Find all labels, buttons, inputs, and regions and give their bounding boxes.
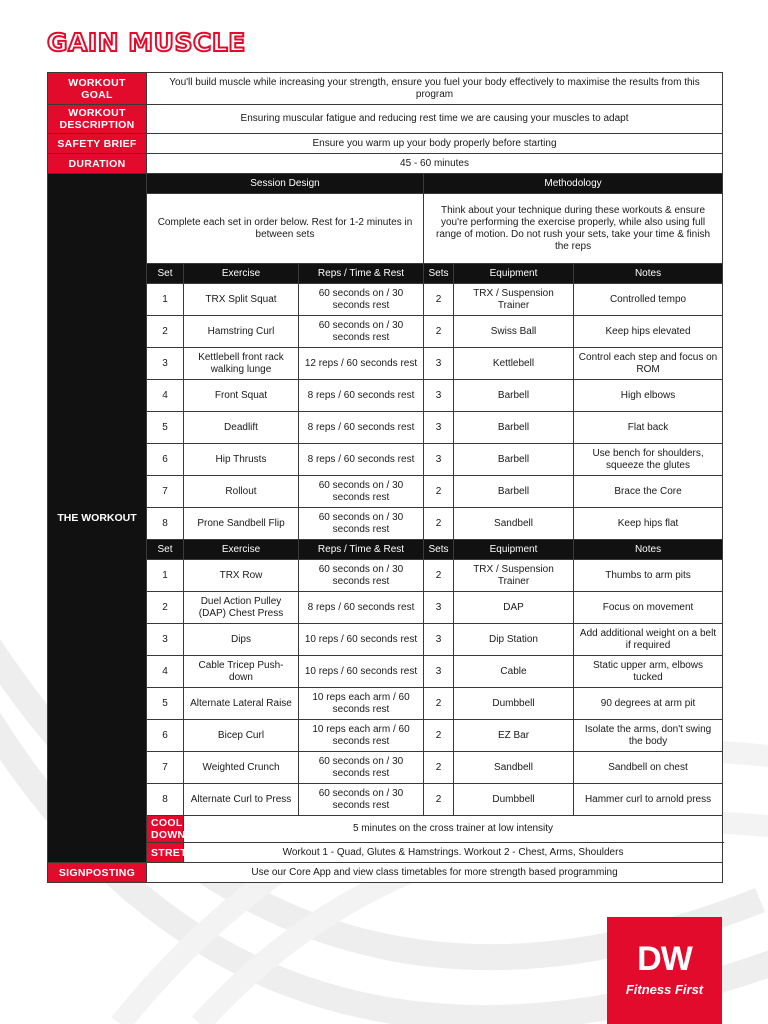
methodology-header: Methodology (424, 174, 723, 194)
cell-notes: Flat back (574, 412, 723, 444)
cell-reps: 10 reps / 60 seconds rest (299, 656, 424, 688)
column-header-exercise: Exercise (184, 264, 299, 284)
cell-exercise: TRX Split Squat (184, 284, 299, 316)
duration-label: DURATION (48, 154, 147, 174)
table-row (48, 348, 723, 380)
column-header-exercise: Exercise (184, 540, 299, 560)
cell-notes: Sandbell on chest (574, 752, 723, 784)
cell-exercise: Dips (184, 624, 299, 656)
cell-equipment: TRX / Suspension Trainer (454, 284, 574, 316)
cell-sets: 3 (424, 624, 454, 656)
cell-reps: 60 seconds on / 30 seconds rest (299, 508, 424, 540)
cell-equipment: Sandbell (454, 752, 574, 784)
cell-notes: High elbows (574, 380, 723, 412)
workout-label: THE WORKOUT (48, 174, 147, 863)
cell-equipment: EZ Bar (454, 720, 574, 752)
page-title: GAIN MUSCLE (47, 28, 246, 57)
cell-set: 1 (147, 284, 184, 316)
column-header-row-2 (48, 540, 723, 560)
table-row (48, 656, 723, 688)
cell-sets: 3 (424, 380, 454, 412)
cell-sets: 2 (424, 720, 454, 752)
cell-notes: Focus on movement (574, 592, 723, 624)
cell-reps: 10 reps each arm / 60 seconds rest (299, 688, 424, 720)
cell-equipment: Cable (454, 656, 574, 688)
cell-sets: 2 (424, 476, 454, 508)
stretch-label: STRETCH (147, 843, 184, 863)
table-row (48, 560, 723, 592)
table-row (48, 412, 723, 444)
cell-set: 5 (147, 688, 184, 720)
signposting-row (48, 863, 723, 883)
cell-exercise: Hip Thrusts (184, 444, 299, 476)
column-header-row-1 (48, 264, 723, 284)
column-header-set: Set (147, 264, 184, 284)
cell-sets: 2 (424, 752, 454, 784)
cell-set: 2 (147, 316, 184, 348)
column-header-notes: Notes (574, 264, 723, 284)
cell-notes: Isolate the arms, don't swing the body (574, 720, 723, 752)
safety-label: SAFETY BRIEF (48, 134, 147, 154)
cell-notes: Keep hips flat (574, 508, 723, 540)
cell-notes: Control each step and focus on ROM (574, 348, 723, 380)
cell-notes: Hammer curl to arnold press (574, 784, 723, 816)
cell-equipment: Barbell (454, 476, 574, 508)
cell-exercise: Alternate Curl to Press (184, 784, 299, 816)
cell-sets: 2 (424, 688, 454, 720)
cell-exercise: Cable Tricep Push-down (184, 656, 299, 688)
cell-exercise: Bicep Curl (184, 720, 299, 752)
cell-equipment: Sandbell (454, 508, 574, 540)
cell-equipment: DAP (454, 592, 574, 624)
session-header-row (48, 174, 723, 194)
cell-sets: 3 (424, 592, 454, 624)
cell-set: 6 (147, 720, 184, 752)
cell-set: 4 (147, 656, 184, 688)
cell-set: 6 (147, 444, 184, 476)
cell-set: 2 (147, 592, 184, 624)
cell-sets: 2 (424, 316, 454, 348)
table-row (48, 720, 723, 752)
table-row (48, 508, 723, 540)
cell-exercise: Hamstring Curl (184, 316, 299, 348)
cell-reps: 12 reps / 60 seconds rest (299, 348, 424, 380)
safety-text: Ensure you warm up your body properly before starting (147, 134, 723, 154)
cell-set: 8 (147, 784, 184, 816)
description-text: Ensuring muscular fatigue and reducing rest time we are causing your muscles to adapt (147, 105, 723, 134)
table-row (48, 752, 723, 784)
cell-exercise: Kettlebell front rack walking lunge (184, 348, 299, 380)
cell-set: 8 (147, 508, 184, 540)
cell-notes: Brace the Core (574, 476, 723, 508)
table-row (48, 624, 723, 656)
column-header-equipment: Equipment (454, 540, 574, 560)
cell-set: 3 (147, 348, 184, 380)
cell-notes: Add additional weight on a belt if required (574, 624, 723, 656)
stretch-row (48, 843, 723, 863)
safety-row (48, 134, 723, 154)
cell-exercise: Duel Action Pulley (DAP) Chest Press (184, 592, 299, 624)
goal-label: WORKOUT GOAL (48, 73, 147, 105)
cell-reps: 10 reps / 60 seconds rest (299, 624, 424, 656)
session-design-header: Session Design (147, 174, 424, 194)
dw-fitness-first-logo (607, 917, 722, 1024)
signposting-label: SIGNPOSTING (48, 863, 147, 883)
column-header-sets: Sets (424, 540, 454, 560)
cell-exercise: Prone Sandbell Flip (184, 508, 299, 540)
cell-equipment: Swiss Ball (454, 316, 574, 348)
signposting-text: Use our Core App and view class timetables for more strength based programming (147, 863, 723, 883)
cell-notes: Keep hips elevated (574, 316, 723, 348)
cell-exercise: Alternate Lateral Raise (184, 688, 299, 720)
logo-tagline: Fitness First (625, 982, 704, 997)
goal-row (48, 73, 723, 105)
cell-notes: Use bench for shoulders, squeeze the glutes (574, 444, 723, 476)
cell-equipment: Dumbbell (454, 688, 574, 720)
logo-dw: DW (637, 940, 692, 978)
cell-sets: 3 (424, 444, 454, 476)
cell-equipment: Dumbbell (454, 784, 574, 816)
cell-reps: 8 reps / 60 seconds rest (299, 380, 424, 412)
cell-equipment: Kettlebell (454, 348, 574, 380)
cell-notes: Controlled tempo (574, 284, 723, 316)
cell-reps: 10 reps each arm / 60 seconds rest (299, 720, 424, 752)
column-header-sets: Sets (424, 264, 454, 284)
cooldown-text: 5 minutes on the cross trainer at low intensity (184, 816, 723, 843)
cell-sets: 3 (424, 348, 454, 380)
goal-text: You'll build muscle while increasing your strength, ensure you fuel your body effectively to maximise the results from this program (147, 73, 723, 105)
cell-exercise: Weighted Crunch (184, 752, 299, 784)
cell-equipment: Barbell (454, 412, 574, 444)
cell-reps: 60 seconds on / 30 seconds rest (299, 284, 424, 316)
table-row (48, 380, 723, 412)
column-header-reps: Reps / Time & Rest (299, 540, 424, 560)
cell-exercise: TRX Row (184, 560, 299, 592)
column-header-reps: Reps / Time & Rest (299, 264, 424, 284)
table-row (48, 688, 723, 720)
description-row (48, 105, 723, 134)
table-row (48, 316, 723, 348)
cell-set: 7 (147, 752, 184, 784)
cell-set: 1 (147, 560, 184, 592)
column-header-notes: Notes (574, 540, 723, 560)
cell-set: 5 (147, 412, 184, 444)
cell-reps: 60 seconds on / 30 seconds rest (299, 476, 424, 508)
cell-reps: 8 reps / 60 seconds rest (299, 444, 424, 476)
session-text-row (48, 194, 723, 264)
cell-equipment: TRX / Suspension Trainer (454, 560, 574, 592)
cell-equipment: Dip Station (454, 624, 574, 656)
cell-reps: 8 reps / 60 seconds rest (299, 592, 424, 624)
cell-reps: 60 seconds on / 30 seconds rest (299, 316, 424, 348)
cell-equipment: Barbell (454, 380, 574, 412)
duration-row (48, 154, 723, 174)
cell-sets: 2 (424, 784, 454, 816)
cell-sets: 2 (424, 284, 454, 316)
cell-set: 7 (147, 476, 184, 508)
description-label: WORKOUT DESCRIPTION (48, 105, 147, 134)
duration-text: 45 - 60 minutes (147, 154, 723, 174)
cell-sets: 3 (424, 412, 454, 444)
column-header-equipment: Equipment (454, 264, 574, 284)
cell-notes: Thumbs to arm pits (574, 560, 723, 592)
cell-sets: 2 (424, 508, 454, 540)
cell-exercise: Rollout (184, 476, 299, 508)
table-row (48, 476, 723, 508)
cell-equipment: Barbell (454, 444, 574, 476)
cooldown-label: COOL DOWN (147, 816, 184, 843)
cell-set: 4 (147, 380, 184, 412)
cooldown-row (48, 816, 723, 843)
session-design-text: Complete each set in order below. Rest for 1-2 minutes in between sets (147, 194, 424, 264)
cell-sets: 3 (424, 656, 454, 688)
column-header-set: Set (147, 540, 184, 560)
cell-set: 3 (147, 624, 184, 656)
cell-exercise: Front Squat (184, 380, 299, 412)
cell-reps: 60 seconds on / 30 seconds rest (299, 784, 424, 816)
table-row (48, 284, 723, 316)
stretch-text: Workout 1 - Quad, Glutes & Hamstrings. Workout 2 - Chest, Arms, Shoulders (184, 843, 723, 863)
cell-notes: Static upper arm, elbows tucked (574, 656, 723, 688)
cell-reps: 60 seconds on / 30 seconds rest (299, 752, 424, 784)
cell-reps: 60 seconds on / 30 seconds rest (299, 560, 424, 592)
cell-reps: 8 reps / 60 seconds rest (299, 412, 424, 444)
table-row (48, 444, 723, 476)
workout-table (47, 72, 723, 883)
cell-notes: 90 degrees at arm pit (574, 688, 723, 720)
table-row (48, 592, 723, 624)
cell-exercise: Deadlift (184, 412, 299, 444)
cell-sets: 2 (424, 560, 454, 592)
table-row (48, 784, 723, 816)
methodology-text: Think about your technique during these workouts & ensure you're performing the exercise properly, while also using full range of motion. Do not rush your sets, take your time & finish the reps (424, 194, 723, 264)
